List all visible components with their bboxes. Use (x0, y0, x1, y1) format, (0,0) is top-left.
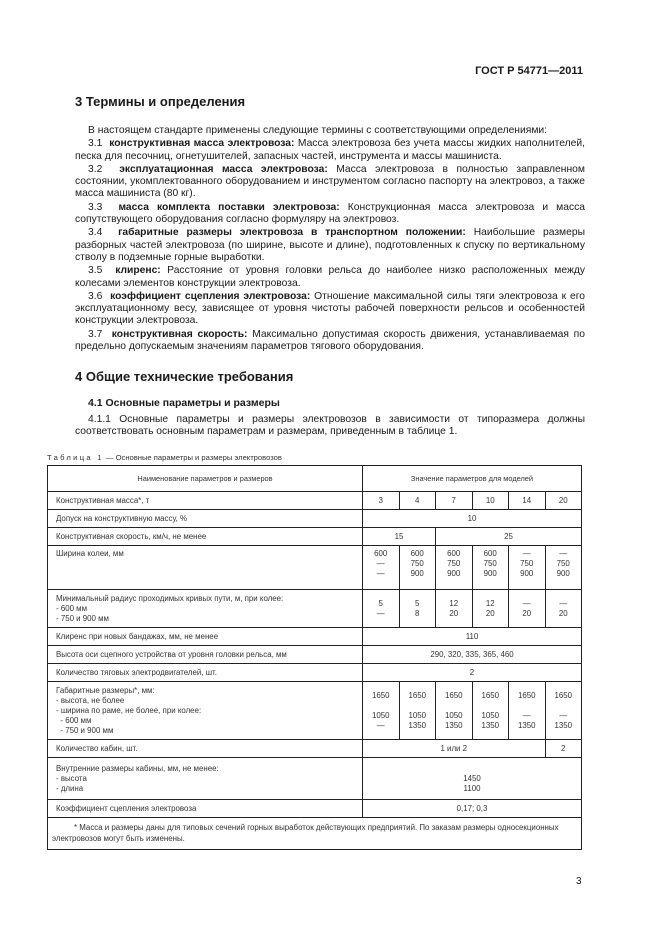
row-value: 5 8 (399, 590, 436, 628)
cell-text: Коэффициент сцепления электровоза (56, 803, 197, 813)
table-row (48, 646, 582, 664)
row-value: 10 (363, 510, 582, 528)
term-name: конструктивная масса электровоза: (109, 138, 295, 150)
cell-text: - 750 и 900 мм (56, 725, 114, 735)
table-row (48, 546, 582, 590)
row-value: 5 — (363, 590, 400, 628)
table-footnote (48, 818, 582, 850)
cell-text: Конструктивная скорость, км/ч, не менее (56, 531, 207, 541)
row-value: — 750 900 (509, 546, 546, 590)
row-value: 1650 1050 1350 (399, 682, 436, 740)
term-number: 3.4 (88, 227, 103, 239)
row-value: 1 или 2 (363, 740, 546, 758)
term-name: конструктивная скорость: (111, 328, 248, 340)
row-value: 0,17; 0,3 (363, 800, 582, 818)
cell-text: Габаритные размеры*, мм: (56, 685, 155, 695)
row-label (48, 510, 363, 528)
row-value: 1650 — 1350 (509, 682, 546, 740)
term-definition (75, 164, 585, 201)
cell-text: Внутренние размеры кабины, мм, не менее: (56, 763, 219, 773)
table-row (48, 740, 582, 758)
cell-text: - ширина по раме, не более, при колее: (56, 705, 202, 715)
row-value: 25 (436, 528, 582, 546)
table-row (48, 664, 582, 682)
cell-text: - длина (56, 783, 84, 793)
term-text: Отношение максимальной силы тяги электровоза к его эксплуатационному весу, зависящее от уровня чистоты рабочей поверхности рельсов и особенностей конструкции электровоза. (75, 290, 585, 327)
term-text: Конструкционная масса электровоза и масса сопутствующего оборудования согласно формуляру на электровоз. (75, 201, 585, 226)
row-label (48, 758, 363, 800)
term-name: клиренс: (115, 265, 161, 277)
section-4-body (75, 414, 585, 439)
cell-text: - 750 и 900 мм (56, 613, 109, 623)
term-text: Масса электровоза без учета массы жидких наполнителей, песка для песочниц, огнетушителей, запасных частей, инструмента и массы машиниста. (75, 138, 585, 162)
header-name: Наименование параметров и размеров (48, 466, 363, 492)
row-label (48, 528, 363, 546)
cell-text: - 600 мм (56, 715, 92, 725)
term-definition (75, 265, 585, 290)
row-value: 7 (436, 492, 473, 510)
table-row (48, 510, 582, 528)
section-4-heading: 4 Общие технические требования (75, 369, 294, 384)
term-definition (75, 202, 585, 227)
term-name: эксплуатационная масса электровоза: (119, 163, 328, 175)
row-value: 12 20 (436, 590, 473, 628)
page-number: 3 (576, 876, 582, 887)
row-label (48, 664, 363, 682)
table-row (48, 628, 582, 646)
paragraph-4-1-1: 4.1.1 Основные параметры и размеры электровозов в зависимости от типоразмера должны соответствовать основным параметрам и размерам, приведенным в таблице 1. (75, 414, 585, 438)
row-label (48, 646, 363, 664)
term-name: масса комплекта поставки электровоза: (118, 201, 340, 213)
table-row (48, 800, 582, 818)
table-row (48, 528, 582, 546)
row-value: 3 (363, 492, 400, 510)
table-row (48, 590, 582, 628)
section-3-body (75, 125, 585, 353)
term-name: коэффициент сцепления электровоза: (110, 290, 311, 302)
row-value: 290, 320, 335, 365, 460 (363, 646, 582, 664)
term-definition (75, 329, 585, 354)
row-value: — 750 900 (545, 546, 582, 590)
cell-text: Допуск на конструктивную массу, % (56, 513, 187, 523)
row-value: 600 — — (363, 546, 400, 590)
term-text: Расстояние от уровня головки рельса до наиболее низко расположенных между колесами элементов конструкции электровоза. (75, 265, 585, 289)
term-number: 3.3 (88, 201, 103, 213)
row-value (363, 758, 582, 800)
cell-text: Минимальный радиус проходимых кривых пути, м, при колее: (56, 593, 284, 603)
cell-text: Ширина колеи, мм (56, 549, 124, 558)
row-value: 2 (545, 740, 582, 758)
term-number: 3.2 (88, 163, 103, 175)
cell-text: * Масса и размеры даны для типовых сечений горных выработок действующих предприятий. По заказам размеры односекционных электровозов могут быть изменены. (52, 823, 559, 843)
table-row (48, 818, 582, 850)
row-value: 110 (363, 628, 582, 646)
row-value: 1650 1050 1350 (472, 682, 509, 740)
term-definition (75, 291, 585, 328)
row-value: 10 (472, 492, 509, 510)
term-name: габаритные размеры электровоза в транспортном положении: (118, 227, 466, 239)
table-row (48, 492, 582, 510)
caption-text: — Основные параметры и размеры электровозов (103, 453, 282, 462)
term-definition (75, 138, 585, 163)
cell-text: - высота (56, 773, 87, 783)
table-row (48, 682, 582, 740)
cell-text: - высота, не более (56, 695, 125, 705)
term-text: Масса электровоза в полностью заправленном состоянии, укомплектованного оборудованием и инструментом согласно паспорту на электровоз, а также масса машиниста (80 кг). (75, 163, 585, 200)
term-number: 3.5 (88, 265, 103, 277)
row-value: — 20 (509, 590, 546, 628)
term-text: Наибольшие размеры разборных частей электровоза (по ширине, высоте и длине), подготовленных к спуску по вертикальному стволу в подземные горные выработки. (75, 227, 585, 263)
row-label (48, 628, 363, 646)
cell-text: 1100 (463, 783, 481, 793)
row-value: 600 750 900 (472, 546, 509, 590)
row-value: 2 (363, 664, 582, 682)
cell-text: Клиренс при новых бандажах, мм, не менее (56, 631, 219, 641)
section-3-intro: В настоящем стандарте применены следующие термины с соответствующими определениями: (88, 125, 548, 136)
cell-text: Количество кабин, шт. (56, 743, 138, 753)
row-value: 20 (545, 492, 582, 510)
caption-prefix: Таблица 1 (47, 453, 104, 462)
row-value: 4 (399, 492, 436, 510)
row-label (48, 740, 363, 758)
section-3-heading: 3 Термины и определения (75, 94, 246, 109)
term-definition (75, 227, 585, 264)
row-value: 600 750 900 (399, 546, 436, 590)
header-values: Значение параметров для моделей (363, 466, 582, 492)
row-value: 15 (363, 528, 436, 546)
term-number: 3.7 (88, 328, 103, 340)
row-value: — 20 (545, 590, 582, 628)
row-label (48, 492, 363, 510)
parameters-table (47, 465, 582, 850)
row-value: 1650 — 1350 (545, 682, 582, 740)
document-code: ГОСТ Р 54771—2011 (475, 65, 583, 77)
row-value: 1650 1050 1350 (436, 682, 473, 740)
subsection-4-1-heading: 4.1 Основные параметры и размеры (88, 397, 280, 409)
row-label (48, 590, 363, 628)
term-text: Максимально допустимая скорость движения, устанавливаемая по предельно допускаемым значениям параметров тягового оборудования. (75, 328, 585, 353)
row-value: 14 (509, 492, 546, 510)
row-label (48, 800, 363, 818)
term-number: 3.6 (88, 290, 103, 302)
cell-text: 1450 (463, 773, 481, 783)
table-caption (47, 453, 282, 462)
term-number: 3.1 (88, 138, 103, 150)
row-value: 600 750 900 (436, 546, 473, 590)
table-row (48, 758, 582, 800)
row-value: 1650 1050 — (363, 682, 400, 740)
row-label (48, 682, 363, 740)
cell-text: - 600 мм (56, 603, 88, 613)
cell-text: Высота оси сцепного устройства от уровня головки рельса, мм (56, 649, 287, 659)
row-value: 12 20 (472, 590, 509, 628)
cell-text: Конструктивная масса*, т (56, 495, 150, 505)
cell-text: Количество тяговых электродвигателей, шт. (56, 667, 217, 677)
row-label (48, 546, 363, 590)
